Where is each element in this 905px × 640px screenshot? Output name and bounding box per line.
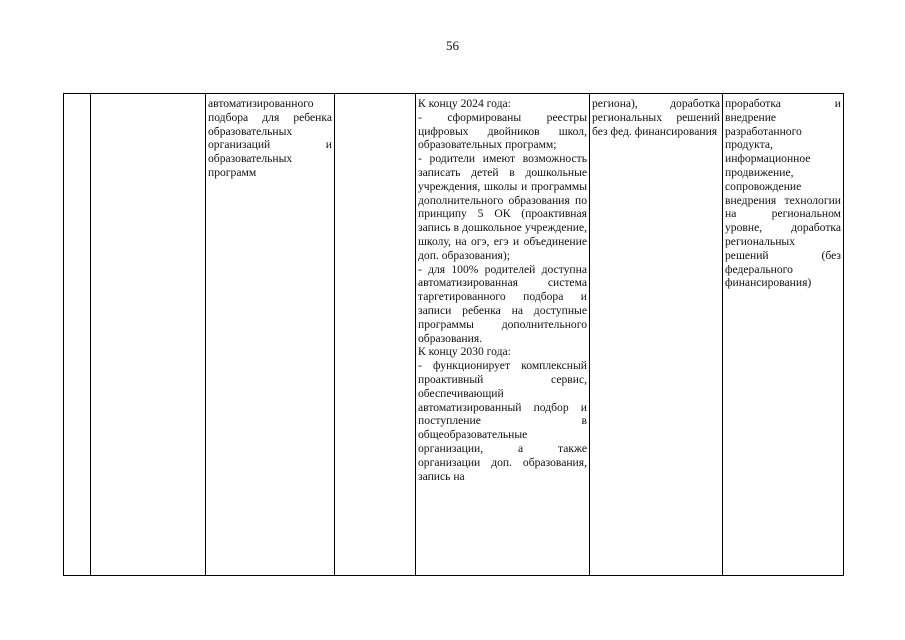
cell-funding-regional <box>590 94 723 576</box>
results-item: - функционирует комплексный проактивный сервис, обеспечивающий автоматизированный подбор и поступление в общеобразовательные организации, а также организации доп. образования, запись на <box>418 359 587 483</box>
cell-project <box>91 94 206 576</box>
cell-task <box>206 94 335 576</box>
funding-federal-text: проработка и внедрение разработанного продукта, информационное продвижение, сопровождение внедрения технологии на региональном уровне, доработка региональных решений (без федерального финансирования) <box>725 97 841 290</box>
cell-results <box>416 94 590 576</box>
results-heading-2024: К концу 2024 года: <box>418 97 511 110</box>
results-item: - сформированы реестры цифровых двойников школ, образовательных программ; <box>418 110 587 152</box>
task-text: автоматизированного подбора для ребенка образовательных организаций и образовательных программ <box>208 97 332 179</box>
cell-funding-federal <box>723 94 844 576</box>
results-item: - для 100% родителей доступна автоматизированная система таргетированного подбора и записи ребенка на доступные программы дополнительного образования. <box>418 262 587 345</box>
cell-number <box>64 94 91 576</box>
results-heading-2030: К концу 2030 года: <box>418 345 511 359</box>
table-row <box>64 94 844 576</box>
cell-empty <box>335 94 416 576</box>
funding-regional-text: региона), доработка региональных решений без фед. финансирования <box>592 97 720 138</box>
results-item: - родители имеют возможность записать детей в дошкольные учреждения, школы и программы дополнительного образования по принципу 5 ОК (проактивная запись в дошкольное учреждение, школу, на огэ, егэ и объединение доп. образования); <box>418 152 587 262</box>
document-table <box>63 93 844 576</box>
page-number: 56 <box>446 38 459 53</box>
